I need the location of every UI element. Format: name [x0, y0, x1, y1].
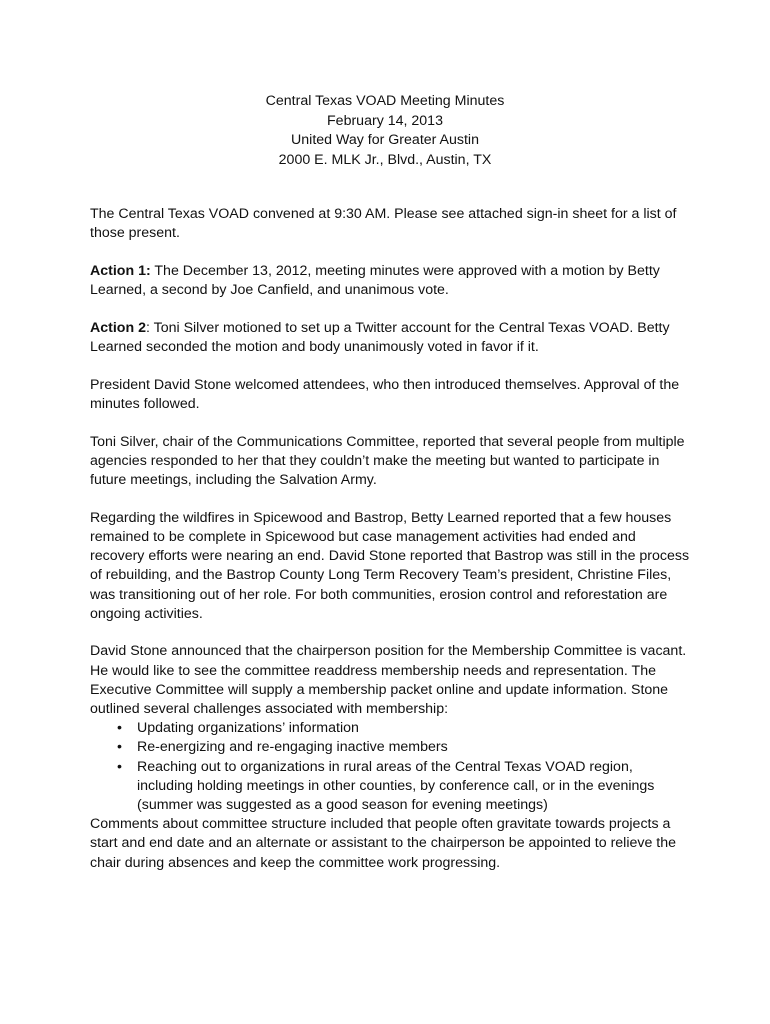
list-item-text: Reaching out to organizations in rural areas of the Central Texas VOAD region, including holding meetings in other counties, by conference call, or in the evenings (summer was suggested as a good season for evening meetings) [137, 758, 655, 814]
document-title: Central Texas VOAD Meeting Minutes [265, 93, 505, 109]
action-1-text: The December 13, 2012, meeting minutes were approved with a motion by Betty Learned, a second by Joe Canfield, and unanimous vote. [90, 262, 660, 299]
action-2-paragraph [90, 319, 690, 357]
bullet-icon: • [117, 739, 122, 756]
list-item-text: Updating organizations’ information [137, 720, 359, 737]
meeting-date: February 14, 2013 [327, 112, 443, 129]
membership-paragraph: David Stone announced that the chairperson position for the Membership Committee is vacant. He would like to see the committee readdress membership needs and representation. The Executive Committee will supply a membership packet online and update information. Stone outlined several challenges associated with membership: [90, 643, 687, 718]
action-2-label: Action 2 [90, 319, 146, 336]
membership-challenges-list [90, 719, 690, 815]
action-2-text: : Toni Silver motioned to set up a Twitter account for the Central Texas VOAD. Betty Learned seconded the motion and body unanimously voted in favor if it. [90, 319, 670, 356]
document-body [90, 205, 690, 891]
bullet-icon: • [117, 758, 122, 775]
action-1-label: Action 1: [90, 262, 151, 279]
bullet-icon: • [117, 720, 122, 737]
list-item-text: Re-energizing and re-engaging inactive members [137, 739, 448, 756]
communications-paragraph: Toni Silver, chair of the Communications Committee, reported that several people from multiple agencies responded to her that they couldn’t make the meeting but wanted to participate in future meetings, including the Salvation Army. [90, 433, 685, 489]
list-item [117, 738, 690, 757]
committee-structure-paragraph: Comments about committee structure included that people often gravitate towards projects a start and end date and an alternate or assistant to the chairperson be appointed to relieve the chair during absences and keep the committee work progressing. [90, 816, 677, 871]
list-item [117, 758, 690, 816]
wildfires-paragraph: Regarding the wildfires in Spicewood and Bastrop, Betty Learned reported that a few houses remained to be complete in Spicewood but case management activities had ended and recovery efforts were nearing an end. David Stone reported that Bastrop was still in the process of rebuilding, and the Bastrop County Long Term Recovery Team’s president, Christine Files, was transitioning out of her role. For both communities, erosion control and reforestation are ongoing activities. [90, 509, 690, 622]
meeting-location: United Way for Greater Austin [291, 132, 479, 148]
welcome-paragraph: President David Stone welcomed attendees, who then introduced themselves. Approval of the minutes followed. [90, 376, 680, 412]
list-item [117, 719, 690, 738]
action-1-paragraph [90, 262, 690, 300]
document-header [0, 92, 770, 170]
meeting-address: 2000 E. MLK Jr., Blvd., Austin, TX [278, 151, 492, 168]
intro-paragraph: The Central Texas VOAD convened at 9:30 AM. Please see attached sign-in sheet for a list of those present. [90, 206, 677, 242]
